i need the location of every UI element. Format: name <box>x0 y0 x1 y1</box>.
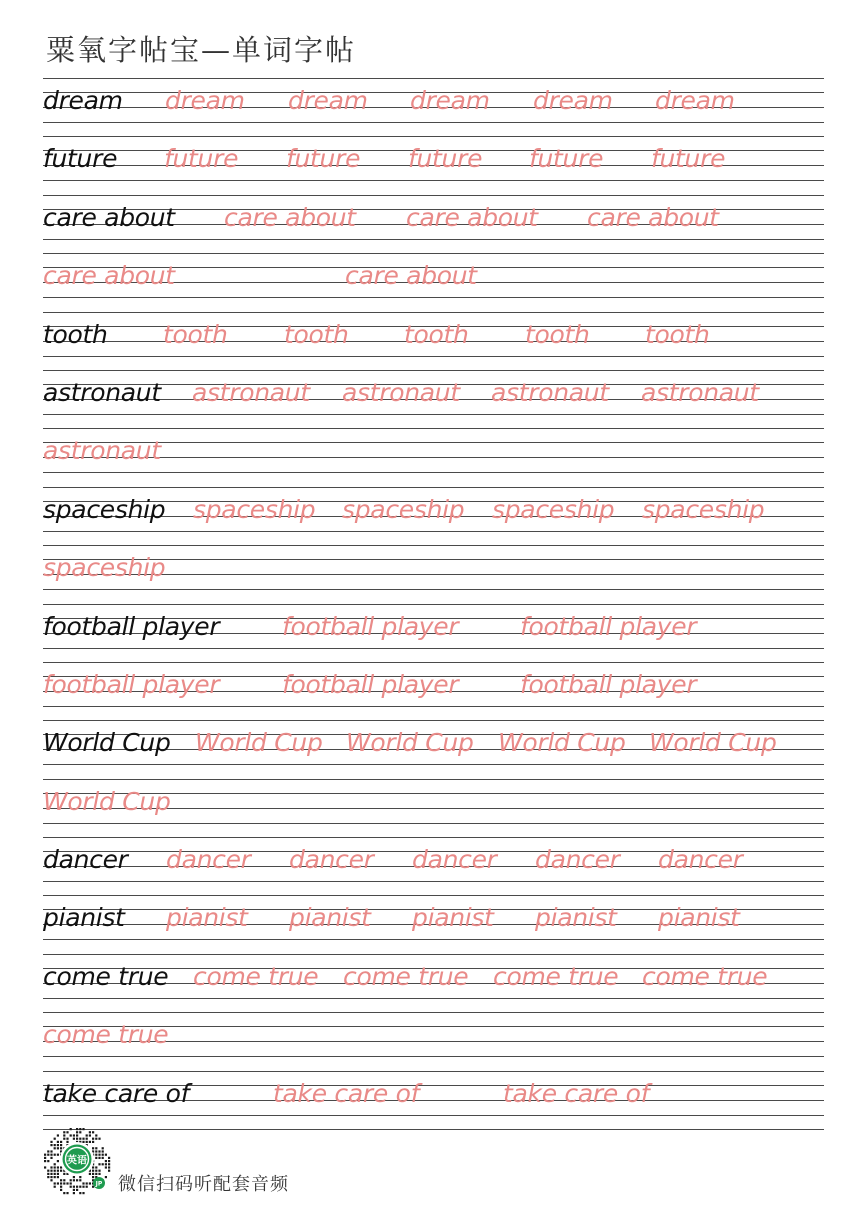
model-word: care about <box>43 202 175 232</box>
ruled-line <box>43 648 824 649</box>
trace-word: football player <box>520 669 697 699</box>
ruled-line <box>43 239 824 240</box>
practice-row <box>43 720 824 778</box>
trace-word: tooth <box>645 319 710 349</box>
practice-row <box>43 195 824 253</box>
ruled-line <box>43 895 824 896</box>
trace-word: pianist <box>658 903 740 933</box>
trace-word: dream <box>165 86 245 115</box>
trace-word: astronaut <box>43 436 161 466</box>
practice-row <box>43 487 824 545</box>
trace-word: future <box>529 144 604 174</box>
ruled-line <box>43 180 824 181</box>
ruled-line <box>43 370 824 371</box>
ruled-line <box>43 881 824 882</box>
model-word: spaceship <box>43 494 166 524</box>
trace-word: World Cup <box>43 786 171 816</box>
trace-word: spaceship <box>642 494 765 524</box>
ruled-line <box>43 1056 824 1057</box>
ruled-line <box>43 1115 824 1116</box>
qr-corner-label: JP <box>95 1180 103 1188</box>
footer-caption: 微信扫码听配套音频 <box>118 1174 289 1195</box>
trace-word: pianist <box>412 903 494 933</box>
practice-row <box>43 78 824 136</box>
trace-word: take care of <box>273 1078 420 1108</box>
trace-word: take care of <box>503 1078 650 1108</box>
ruled-line <box>43 998 824 999</box>
ruled-line <box>43 297 824 298</box>
trace-word: spaceship <box>43 553 166 583</box>
model-word: dream <box>43 86 123 115</box>
ruled-line <box>43 487 824 488</box>
practice-row <box>43 253 824 311</box>
trace-word: World Cup <box>346 728 474 758</box>
ruled-line <box>43 312 824 313</box>
trace-word: World Cup <box>498 728 626 758</box>
trace-word: dream <box>655 86 735 115</box>
trace-word: come true <box>642 961 768 991</box>
ruled-line <box>43 823 824 824</box>
practice-row <box>43 604 824 662</box>
ruled-line <box>43 78 824 79</box>
trace-word: care about <box>406 202 538 232</box>
trace-word: future <box>286 144 361 174</box>
practice-row <box>43 312 824 370</box>
model-word: football player <box>43 611 220 641</box>
page-title: 粟氧字帖宝—单词字帖 <box>46 33 357 67</box>
trace-word: come true <box>193 961 319 991</box>
ruled-line <box>43 1071 824 1072</box>
trace-word: dancer <box>412 845 497 875</box>
trace-word: dream <box>410 86 490 115</box>
trace-word: dancer <box>289 845 374 875</box>
model-word: come true <box>43 961 169 991</box>
trace-word: future <box>164 144 239 174</box>
trace-word: tooth <box>525 319 590 349</box>
practice-row <box>43 779 824 837</box>
ruled-line <box>43 589 824 590</box>
practice-row <box>43 428 824 486</box>
practice-row <box>43 895 824 953</box>
ruled-line <box>43 414 824 415</box>
trace-word: football player <box>43 669 220 699</box>
trace-word: care about <box>587 202 719 232</box>
practice-row <box>43 662 824 720</box>
ruled-line <box>43 545 824 546</box>
ruled-line <box>43 720 824 721</box>
trace-word: dancer <box>658 845 743 875</box>
trace-word: future <box>651 144 726 174</box>
trace-word: care about <box>345 261 477 291</box>
ruled-line <box>43 195 824 196</box>
trace-word: football player <box>282 669 459 699</box>
practice-sheet <box>43 78 824 1129</box>
qr-badge-label: 英语 <box>67 1155 87 1167</box>
trace-word: spaceship <box>193 494 316 524</box>
model-word: tooth <box>43 319 108 349</box>
ruled-line <box>43 122 824 123</box>
trace-word: pianist <box>289 903 371 933</box>
practice-row <box>43 370 824 428</box>
trace-word: spaceship <box>342 494 465 524</box>
trace-word: football player <box>520 611 697 641</box>
model-word: take care of <box>43 1078 190 1108</box>
trace-word: dream <box>288 86 368 115</box>
practice-row <box>43 545 824 603</box>
model-word: pianist <box>43 903 125 933</box>
trace-word: tooth <box>163 319 228 349</box>
model-word: future <box>43 144 118 174</box>
trace-word: astronaut <box>641 377 759 407</box>
trace-word: spaceship <box>492 494 615 524</box>
trace-word: astronaut <box>192 377 310 407</box>
trace-word: come true <box>493 961 619 991</box>
trace-word: future <box>408 144 483 174</box>
ruled-line <box>43 253 824 254</box>
trace-word: astronaut <box>491 377 609 407</box>
ruled-line <box>43 954 824 955</box>
practice-row <box>43 954 824 1012</box>
trace-word: come true <box>343 961 469 991</box>
trace-word: care about <box>43 261 175 291</box>
trace-word: dancer <box>166 845 251 875</box>
trace-word: World Cup <box>195 728 323 758</box>
ruled-line <box>43 604 824 605</box>
practice-row <box>43 837 824 895</box>
trace-word: astronaut <box>342 377 460 407</box>
ruled-line <box>43 837 824 838</box>
footer <box>42 1126 442 1198</box>
trace-word: care about <box>224 202 356 232</box>
practice-row <box>43 136 824 194</box>
ruled-line <box>43 779 824 780</box>
ruled-line <box>43 706 824 707</box>
trace-word: pianist <box>166 903 248 933</box>
ruled-line <box>43 428 824 429</box>
ruled-line <box>43 356 824 357</box>
trace-word: dancer <box>535 845 620 875</box>
ruled-line <box>43 662 824 663</box>
model-word: dancer <box>43 845 128 875</box>
ruled-line <box>43 136 824 137</box>
trace-word: tooth <box>404 319 469 349</box>
trace-word: football player <box>282 611 459 641</box>
ruled-line <box>43 764 824 765</box>
trace-word: pianist <box>535 903 617 933</box>
trace-word: come true <box>43 1020 169 1050</box>
ruled-line <box>43 472 824 473</box>
qr-code-icon[interactable] <box>42 1126 112 1196</box>
ruled-line <box>43 531 824 532</box>
practice-row <box>43 1071 824 1129</box>
ruled-line <box>43 1012 824 1013</box>
trace-word: dream <box>533 86 613 115</box>
ruled-line <box>43 939 824 940</box>
trace-word: tooth <box>284 319 349 349</box>
model-word: astronaut <box>43 377 161 407</box>
model-word: World Cup <box>43 728 171 758</box>
practice-row <box>43 1012 824 1070</box>
trace-word: World Cup <box>649 728 777 758</box>
